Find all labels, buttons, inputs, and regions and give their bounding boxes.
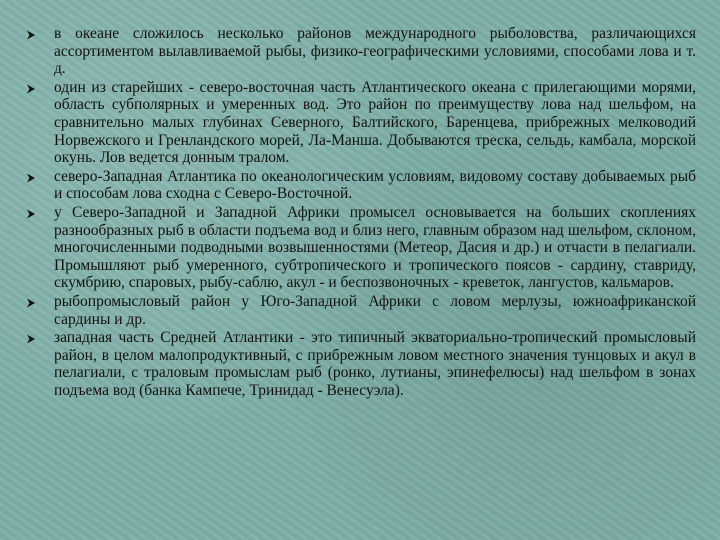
arrowhead-bullet-icon (26, 84, 36, 94)
bullet-text: северо-Западная Атлантика по океанологическим условиям, видовому составу добываемых рыб и способам лова сходна с Северо-Восточной. (54, 167, 696, 203)
bullet-list (26, 25, 696, 399)
list-item (26, 293, 696, 328)
list-item (26, 329, 696, 399)
arrowhead-bullet-icon (26, 298, 36, 308)
bullet-text: западная часть Средней Атлантики - это типичный экваториально-тропический промысловый район, в целом малопродуктивный, с прибрежным ловом местного значения тунцовых и акул в пелагиали, с траловым промыслам рыб (ронко, лутианы, эпинефелюсы) над шельфом в зонах подъема вод (банка Кампече, Тринидад - Венесуэла). (54, 329, 696, 399)
arrowhead-bullet-icon (26, 209, 36, 219)
bullet-text: один из старейших - северо-восточная часть Атлантического океана с прилегающими морями, область субполярных и умеренных вод. Это район по преимуществу лова над шельфом, на сравнительно малых глубинах Северного, Балтийского, Баренцева, прибрежных мелководий Норвежского и Гренландского морей, Ла-Манша. Добываются треска, сельдь, камбала, морской окунь. Лов ведется донным тралом. (54, 78, 696, 167)
list-item (26, 204, 696, 292)
bullet-text: в океане сложилось несколько районов международного рыболовства, различающихся ассортиментом вылавливаемой рыбы, физико-географическими условиями, способами лова и т. д. (54, 25, 696, 78)
arrowhead-bullet-icon (26, 30, 36, 40)
arrowhead-bullet-icon (26, 173, 36, 183)
bullet-text: у Северо-Западной и Западной Африки промысел основывается на больших скоплениях разнообразных рыб в области подъема вод и близ него, главным образом над шельфом, склоном, многочисленными подводными возвышенностями (Метеор, Дасия и др.) и отчасти в пелагиали. Промышляют рыб умеренного, субтропического и тропического поясов - сардину, ставриду, скумбрию, спаровых, рыбу-саблю, акул - и беспозвоночных - креветок, лангустов, кальмаров. (54, 203, 696, 292)
arrowhead-bullet-icon (26, 334, 36, 344)
list-item (26, 168, 696, 203)
list-item (26, 79, 696, 167)
bullet-text: рыбопромысловый район у Юго-Западной Африки с ловом мерлузы, южноафриканской сардины и др. (54, 292, 696, 328)
list-item (26, 25, 696, 78)
